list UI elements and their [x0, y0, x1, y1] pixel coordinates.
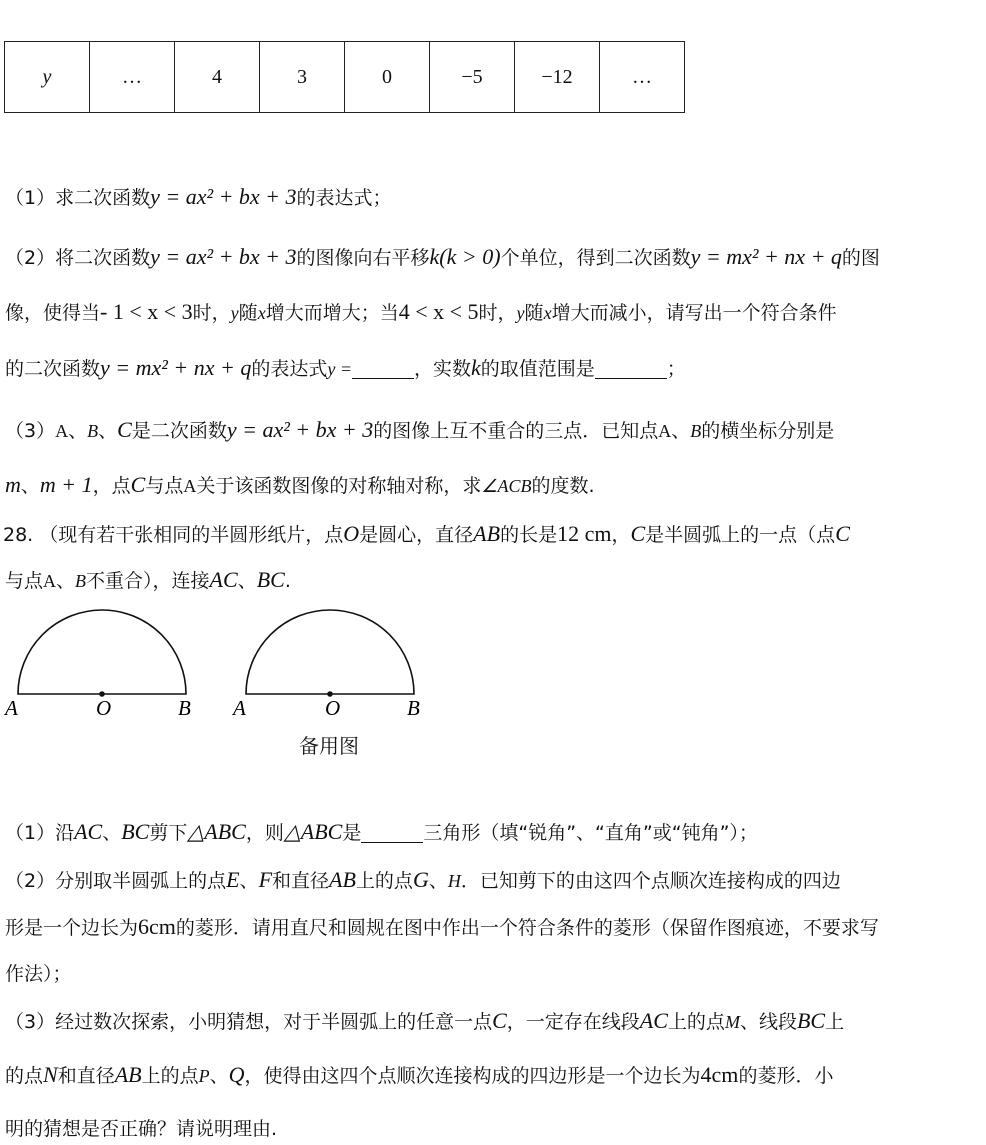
text: 、: [98, 420, 118, 442]
formula: y = mx² + nx + q: [100, 355, 252, 380]
answer-blank[interactable]: [361, 822, 423, 843]
text: 、: [102, 822, 122, 844]
text: 随: [238, 302, 258, 324]
q27-part3-line2: [5, 471, 595, 500]
length-value: 12 cm: [557, 521, 612, 546]
point-label: B: [87, 421, 99, 441]
table-cell: 0: [345, 42, 430, 113]
label-o-right: O: [325, 696, 341, 720]
text: ；: [666, 358, 686, 380]
point-label: C: [492, 1008, 507, 1033]
text: 的图像上互不重合的三点．已知点: [373, 420, 659, 442]
point-label: B: [75, 571, 87, 591]
point-label: F: [258, 867, 273, 892]
text: 剪下: [149, 822, 188, 844]
formula: y = mx² + nx + q: [690, 244, 842, 269]
point-label: A: [55, 421, 69, 441]
formula: y = ax² + bx + 3: [150, 244, 297, 269]
text: （1）求二次函数: [5, 187, 151, 209]
text: 、线段: [739, 1011, 797, 1033]
label-b-right: B: [407, 696, 420, 720]
q28-intro-line2: [5, 566, 291, 595]
text: 的二次函数: [5, 358, 101, 380]
text: 、: [237, 570, 257, 592]
text: 的点: [5, 1065, 44, 1087]
formula: k(k > 0): [429, 244, 501, 269]
text: 和直径: [57, 1065, 115, 1087]
text: （3）: [5, 420, 56, 442]
q28-part2-line3: [5, 960, 72, 988]
formula: y = ax² + bx + 3: [150, 184, 297, 209]
point-label: H: [447, 871, 461, 891]
text: 的横坐标分别是: [701, 420, 835, 442]
formula: - 1 < x < 3: [100, 299, 193, 324]
q28-part3-line1: [5, 1007, 844, 1036]
formula: x: [543, 303, 552, 323]
text: （1）沿: [5, 822, 75, 844]
text: ，实数: [414, 358, 472, 380]
semicircle-left: [18, 610, 186, 694]
text: （2）分别取半圆弧上的点: [5, 870, 227, 892]
q28-part2-line2: [5, 913, 879, 942]
q28-part3-line2: [5, 1061, 833, 1090]
formula: x: [257, 303, 266, 323]
text: 不重合），连接: [86, 570, 210, 592]
table-cell: 3: [260, 42, 345, 113]
text: 、: [68, 420, 88, 442]
text: 增大而减小，请写出一个符合条件: [551, 302, 837, 324]
text: （2）将二次函数: [5, 247, 151, 269]
q27-part3-line1: [5, 416, 834, 445]
text: 是圆心，直径: [359, 524, 474, 546]
answer-blank[interactable]: [352, 358, 414, 379]
segment-label: AB: [473, 521, 501, 546]
text: 的度数.: [531, 475, 595, 497]
formula: y = ax² + bx + 3: [226, 417, 374, 442]
text: ，点: [92, 475, 131, 497]
formula: m + 1: [39, 472, 93, 497]
q28-part3-line3: [5, 1115, 277, 1143]
text: 是二次函数: [131, 420, 227, 442]
text: 上的点: [667, 1011, 725, 1033]
text: 和直径: [272, 870, 330, 892]
formula: k: [471, 355, 481, 380]
triangle-label: △ABC: [283, 819, 343, 844]
table-row: [5, 42, 685, 113]
text: 上: [825, 1011, 845, 1033]
q28-part1: [5, 818, 758, 847]
text: 的取值范围是: [480, 358, 595, 380]
segment-label: AC: [74, 819, 103, 844]
segment-label: AB: [329, 867, 356, 892]
semicircle-right: [246, 610, 414, 694]
text: 关于该函数图像的对称轴对称，求: [196, 475, 482, 497]
text: 的表达式；: [296, 187, 392, 209]
text: 上的点: [355, 870, 413, 892]
text: 是半圆弧上的一点（点: [645, 524, 836, 546]
q28-intro-line1: [3, 520, 850, 549]
label-b-left: B: [178, 696, 191, 720]
q28-part2-line1: [5, 866, 841, 895]
text: 、: [428, 870, 448, 892]
label-a-left: A: [5, 696, 18, 720]
point-label: B: [690, 421, 702, 441]
length-value: 4cm: [700, 1062, 739, 1087]
label-a-right: A: [233, 696, 246, 720]
point-label: P: [198, 1066, 210, 1086]
text: ，则: [245, 822, 284, 844]
text: ，一定存在线段: [506, 1011, 640, 1033]
text: 个单位，得到二次函数: [500, 247, 691, 269]
text: .: [284, 570, 291, 592]
formula: y: [230, 303, 239, 323]
text: 的长是: [500, 524, 558, 546]
point-label: G: [412, 867, 429, 892]
triangle-label: △ABC: [187, 819, 246, 844]
text: 明的猜想是否正确？请说明理由.: [5, 1118, 278, 1140]
segment-label: BC: [796, 1008, 826, 1033]
formula: ∠ACB: [481, 476, 532, 496]
formula: 4 < x < 5: [398, 299, 479, 324]
text: 是: [342, 822, 362, 844]
text: 的菱形．请用直尺和圆规在图中作出一个符合条件的菱形（保留作图痕迹，不要求写: [175, 917, 879, 939]
segment-label: BC: [121, 819, 150, 844]
semicircle-figures: [0, 605, 460, 730]
formula: y: [516, 303, 525, 323]
text: 的表达式: [251, 358, 328, 380]
point-label: Q: [228, 1062, 245, 1087]
point-label: O: [343, 521, 360, 546]
point-label: A: [183, 476, 197, 496]
table-row-label: y: [5, 42, 90, 113]
text: 与点: [145, 475, 184, 497]
text: 增大而增大；当: [265, 302, 399, 324]
text: 28. （现有若干张相同的半圆形纸片，点: [3, 524, 344, 546]
text: 的图: [841, 247, 880, 269]
text: 与点: [5, 570, 44, 592]
text: 随: [524, 302, 544, 324]
point-label: A: [43, 571, 57, 591]
point-label: M: [724, 1012, 740, 1032]
text: 作法）；: [5, 963, 72, 985]
figure-caption: 备用图: [299, 734, 359, 758]
point-label: N: [43, 1062, 58, 1087]
table-cell: 4: [175, 42, 260, 113]
length-value: 6cm: [138, 914, 176, 939]
text: 的菱形．小: [738, 1065, 834, 1087]
q27-part2-line2: [5, 298, 837, 327]
text: 形是一个边长为: [5, 917, 139, 939]
text: （3）经过数次探索，小明猜想，对于半圆弧上的任意一点: [5, 1011, 493, 1033]
text: 、: [671, 420, 691, 442]
table-cell: …: [600, 42, 685, 113]
text: ．已知剪下的由这四个点顺次连接构成的四边: [460, 870, 841, 892]
formula: y =: [327, 359, 352, 379]
label-o-left: O: [96, 696, 112, 720]
text: 、: [56, 570, 76, 592]
point-label: C: [130, 472, 146, 497]
point-label: C: [835, 521, 850, 546]
segment-label: AB: [114, 1062, 142, 1087]
table-cell: …: [90, 42, 175, 113]
answer-blank[interactable]: [595, 358, 667, 379]
q27-part2-line3: [5, 354, 686, 383]
point-label: A: [658, 421, 672, 441]
text: ，: [611, 524, 631, 546]
point-label: C: [117, 417, 132, 442]
text: 的图像向右平移: [296, 247, 430, 269]
text: 时，: [478, 302, 517, 324]
formula: m: [5, 472, 21, 497]
text: 三角形（填“锐角”、“直角”或“钝角”）；: [423, 822, 758, 844]
semicircle-figure-left: [3, 610, 191, 720]
point-label: E: [226, 867, 240, 892]
q27-part1: [5, 183, 392, 212]
point-label: C: [630, 521, 646, 546]
text: 、: [239, 870, 259, 892]
text: 、: [20, 475, 40, 497]
text: ，使得由这四个点顺次连接构成的四边形是一个边长为: [244, 1065, 701, 1087]
segment-label: BC: [256, 567, 285, 592]
table-cell: −12: [515, 42, 600, 113]
text: 上的点: [141, 1065, 199, 1087]
text: 像，使得当: [5, 302, 101, 324]
segment-label: AC: [209, 567, 238, 592]
q27-part2-line1: [5, 243, 880, 272]
segment-label: AC: [639, 1008, 668, 1033]
text: 时，: [192, 302, 231, 324]
value-table: [4, 41, 685, 113]
text: 、: [209, 1065, 229, 1087]
semicircle-figure-right: [231, 610, 420, 720]
table-cell: −5: [430, 42, 515, 113]
